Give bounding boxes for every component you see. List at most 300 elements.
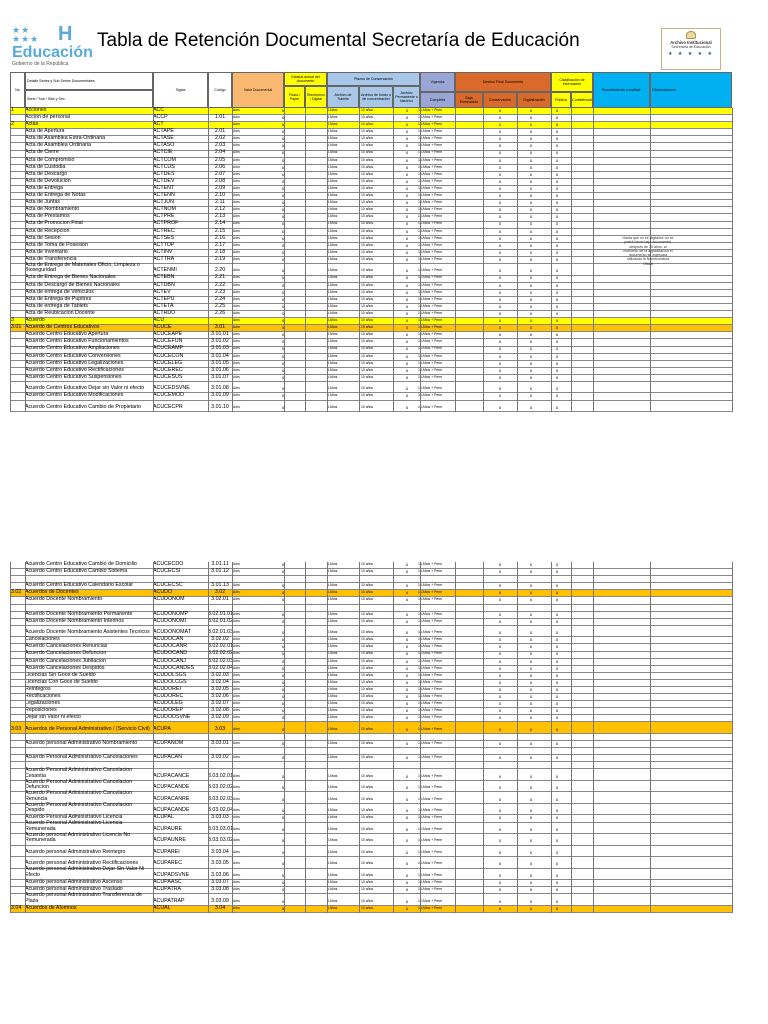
row-sigla: ACTJUN [153, 199, 174, 206]
row-conservacion-mark: x [498, 242, 502, 248]
row-permanente-mark: x [405, 268, 409, 274]
row-vigencia: 15 Años + Perm [418, 115, 443, 119]
row-code: 3.01.10 [211, 403, 229, 410]
row-publica-mark: x [555, 597, 559, 603]
row-fondo: 10 años [361, 325, 374, 330]
row-tramite: 5 Años [327, 679, 338, 684]
row-valor: Adm. [233, 129, 241, 134]
row-series-name: Reposiciones [25, 707, 57, 714]
row-fisico-mark: x [281, 289, 285, 295]
row-conservacion-mark: x [498, 898, 502, 904]
row-fondo: 10 años [361, 644, 374, 649]
row-tramite: 5 Años [327, 637, 338, 642]
row-sigla: ACU [153, 317, 165, 324]
row-tramite: 5 Años [327, 242, 338, 247]
row-digitalizacion-mark: x [529, 171, 533, 177]
row-digitalizacion-mark: x [529, 360, 533, 366]
row-valor: Adm. [233, 826, 241, 831]
row-sigla: ACUCEMOD [153, 392, 184, 399]
row-permanente-mark: x [405, 318, 409, 324]
row-code: 3.02 [214, 589, 226, 596]
grid-line [732, 562, 733, 913]
row-conservacion-mark: x [498, 353, 502, 359]
row-series-name: Acuerdo Centro Educativo Apertura [25, 331, 109, 338]
row-series-name: Acuerdo Centro Educativo Funcionamientos [25, 338, 129, 345]
row-valor: Adm. [233, 303, 241, 308]
row-series-name: Acuerdo personal Administrativo Reintegro [25, 848, 126, 855]
row-code: 3.02.06 [211, 693, 229, 699]
row-valor: Adm. [233, 393, 241, 398]
row-code: 2.15 [214, 227, 226, 234]
row-digitalizacion-mark: x [529, 861, 533, 867]
row-series-name: Acuerdo Cancelaciones Despidos [25, 664, 105, 671]
row-sigla: ACUPACAN [153, 754, 183, 761]
row-vigencia: 15 Años + Perm [418, 785, 443, 790]
row-permanente-mark: x [405, 332, 409, 338]
row-vigencia: 15 Años + Perm [418, 214, 443, 219]
row-vigencia: 15 Años + Perm [418, 221, 443, 226]
table-row [10, 393, 732, 400]
row-sigla: ACUPAREC [153, 860, 183, 867]
row-tramite: 5 Años [327, 318, 338, 323]
row-sigla: ACTINV [153, 248, 173, 255]
row-digitalizacion-mark: x [529, 644, 533, 650]
row-vigencia: 15 Años + Perm [418, 658, 443, 663]
row-permanente-mark: x [405, 393, 409, 399]
row-series-name: Acuerdo de Centros Educativos [25, 324, 100, 331]
row-sigla: ACUDONOMI [153, 617, 186, 624]
col-observaciones: Observaciones [650, 72, 732, 108]
row-publica-mark: x [555, 887, 559, 893]
row-digitalizacion-mark: x [529, 249, 533, 255]
col-tramite: Archivo de Trámite [327, 86, 359, 108]
row-fondo: 10 años [361, 235, 374, 240]
row-tramite: 5 Años [327, 597, 338, 602]
row-tramite: 5 Años [327, 872, 338, 877]
row-fisico-mark: x [281, 136, 285, 142]
row-publica-mark: x [555, 658, 559, 664]
row-digitalizacion-mark: x [529, 679, 533, 685]
row-tramite: 5 Años [327, 796, 338, 801]
row-tramite: 5 Años [327, 879, 338, 884]
row-conservacion-mark: x [498, 679, 502, 685]
row-digitalizacion-mark: x [529, 887, 533, 893]
row-sigla: ACTSES [153, 234, 175, 241]
row-valor: Adm. [233, 107, 241, 112]
row-valor: Adm. [233, 235, 241, 240]
row-valor: Adm. [233, 569, 241, 573]
row-code: 3.01.07 [211, 373, 229, 380]
row-tramite: 5 Años [327, 808, 338, 813]
row-series-name: Accion de personal [25, 114, 71, 120]
row-vigencia: 15 Años + Perm [418, 346, 443, 351]
row-fisico-mark: x [281, 905, 285, 911]
row-vigencia: 15 Años + Perm [418, 136, 443, 141]
row-permanente-mark: x [405, 611, 409, 617]
row-sigla: ACTDBN [153, 281, 175, 288]
row-digitalizacion-mark: x [529, 129, 533, 135]
row-conservacion-mark: x [498, 715, 502, 721]
row-valor: Adm. [233, 367, 241, 372]
row-publica-mark: x [555, 157, 559, 163]
grid-line [393, 562, 394, 913]
row-publica-mark: x [555, 561, 559, 567]
row-fisico-mark: x [281, 590, 285, 596]
row-sigla: ACUPACANDE [153, 807, 190, 814]
row-valor: Adm. [233, 386, 241, 391]
row-permanente-mark: x [405, 905, 409, 911]
row-publica-mark: x [555, 618, 559, 624]
row-series-name: Acuerdo Docente Nombramiento Asistentes Tecnicos [25, 629, 150, 636]
row-fisico-mark: x [281, 332, 285, 338]
row-publica-mark: x [555, 583, 559, 589]
row-fondo: 10 años [361, 694, 374, 698]
row-series-name: Acuerdo Centro Educativo Conversiones [25, 352, 121, 359]
row-sigla: ACTENMI [153, 267, 177, 274]
row-publica-mark: x [555, 339, 559, 345]
row-fisico-mark: x [281, 701, 285, 707]
row-tramite: 5 Años [327, 129, 338, 134]
row-vigencia: 15 Años + Perm [418, 701, 443, 706]
row-sigla: ACUPANOM [153, 739, 184, 746]
grid-line [571, 108, 572, 412]
row-valor: Adm. [233, 694, 241, 698]
row-permanente-mark: x [405, 339, 409, 345]
row-digitalizacion-mark: x [529, 569, 533, 574]
row-tramite: 5 Años [327, 861, 338, 866]
row-sigla: ACTEV [153, 288, 171, 295]
row-publica-mark: x [555, 872, 559, 878]
row-vigencia: 15 Años + Perm [418, 644, 443, 649]
row-vigencia: 15 Años + Perm [418, 755, 443, 760]
row-tramite: 5 Años [327, 826, 338, 831]
row-tramite: 5 Años [327, 214, 338, 219]
row-permanente-mark: x [405, 346, 409, 352]
row-fondo: 10 años [361, 611, 374, 616]
row-fisico-mark: x [281, 618, 285, 624]
row-code: 2.03 [214, 142, 226, 149]
row-code: 3.02.05 [211, 685, 229, 692]
grid-line [571, 562, 572, 913]
row-fisico-mark: x [281, 129, 285, 135]
row-series-name: Acta de Apertura [25, 128, 65, 135]
row-tramite: 5 Años [327, 303, 338, 308]
row-valor: Adm. [233, 686, 241, 691]
row-digitalizacion-mark: x [529, 296, 533, 302]
grid-line [232, 562, 233, 913]
row-fondo: 10 años [361, 815, 374, 820]
grid-line [208, 562, 209, 913]
row-permanente-mark: x [405, 658, 409, 664]
row-conservacion-mark: x [498, 637, 502, 643]
row-code: 3.03.02.02 [208, 784, 234, 791]
row-vigencia: 15 Años + Perm [418, 178, 443, 183]
row-fondo: 10 años [361, 715, 374, 720]
row-fisico-mark: x [281, 773, 285, 779]
row-series-name: Acuerdo Docente Nombramiento Permanente [25, 610, 133, 617]
row-vigencia: 15 Años + Perm [418, 129, 443, 134]
row-vigencia: 15 Años + Perm [418, 268, 443, 273]
row-sigla: ACUCECSI [153, 568, 181, 574]
row-publica-mark: x [555, 590, 559, 596]
row-vigencia: 15 Años + Perm [418, 861, 443, 866]
row-vigencia: 15 Años + Perm [418, 386, 443, 391]
row-sigla: ACUDOLEG [153, 700, 183, 707]
row-publica-mark: x [555, 686, 559, 692]
table-page-2 [0, 552, 768, 1024]
row-tramite: 5 Años [327, 590, 338, 595]
grid-line [551, 108, 552, 412]
row-publica-mark: x [555, 740, 559, 746]
row-fondo: 10 años [361, 178, 374, 183]
col-electronico: Electrónico / Digital [305, 86, 327, 108]
row-digitalizacion-mark: x [529, 630, 533, 636]
row-fondo: 10 años [361, 289, 374, 294]
row-series-name: Dejar sin Valor ni efecto [25, 714, 81, 721]
row-tramite: 5 Años [327, 221, 338, 226]
row-vigencia: 15 Años + Perm [418, 296, 443, 301]
row-digitalizacion-mark: x [529, 726, 533, 732]
row-valor: Adm. [233, 808, 241, 813]
row-tramite: 5 Años [327, 708, 338, 713]
row-permanente-mark: x [405, 808, 409, 814]
row-tramite: 5 Años [327, 339, 338, 344]
row-publica-mark: x [555, 701, 559, 707]
row-permanente-mark: x [405, 879, 409, 885]
row-tramite: 5 Años [327, 672, 338, 677]
row-permanente-mark: x [405, 815, 409, 821]
row-series-name: Acuerdo Centro Educativo Calendario Escolar [25, 582, 134, 589]
row-publica-mark: x [555, 275, 559, 281]
grid-line [10, 562, 11, 913]
col-plazos: Plazos de Conservación [327, 72, 420, 86]
row-digitalizacion-mark: x [529, 143, 533, 149]
row-code: 3.02.02.03 [208, 657, 234, 664]
row-tramite: 5 Años [327, 193, 338, 198]
row-conservacion-mark: x [498, 694, 502, 699]
row-sigla: ACUPACANRE [153, 795, 190, 802]
row-tramite: 5 Años [327, 360, 338, 365]
row-tramite: 5 Años [327, 282, 338, 287]
row-tramite: 5 Años [327, 249, 338, 254]
row-conservacion-mark: x [498, 785, 502, 791]
row-series-name: Acta de Devolucion [25, 177, 71, 184]
row-digitalizacion-mark: x [529, 404, 533, 410]
row-series-name: Acta de Cierre [25, 149, 59, 156]
row-series-name: Acta de Custodia [25, 163, 66, 170]
row-fondo: 10 años [361, 249, 374, 254]
row-fondo: 10 años [361, 898, 374, 903]
row-fisico-mark: x [281, 796, 285, 802]
row-publica-mark: x [555, 694, 559, 699]
row-code: 3.03.02 [211, 754, 229, 761]
row-digitalizacion-mark: x [529, 590, 533, 596]
row-sigla: ACUPAURE [153, 825, 183, 832]
procedure-note: Hasta que no se digitalice no se podrá hacer baja documental, después de 15 años, al momento de la digitalización el documento se ingresara utilizando la Nomenclatura Oficial [622, 236, 674, 266]
row-code: 2.16 [214, 234, 226, 241]
row-conservacion-mark: x [498, 318, 502, 324]
row-vigencia: 15 Años + Perm [418, 171, 443, 176]
row-conservacion-mark: x [498, 872, 502, 878]
row-permanente-mark: x [405, 185, 409, 191]
row-fondo: 10 años [361, 374, 374, 379]
row-code: 2.24 [214, 295, 226, 302]
row-fisico-mark: x [281, 353, 285, 359]
row-permanente-mark: x [405, 115, 409, 120]
row-conservacion-mark: x [498, 346, 502, 352]
row-valor: Adm. [233, 644, 241, 649]
row-sigla: ACUPAREI [153, 848, 180, 855]
table-row [10, 906, 732, 913]
row-fondo: 10 años [361, 360, 374, 365]
row-sigla: ACUDONOMAT [153, 629, 191, 636]
row-fondo: 10 años [361, 838, 374, 843]
row-conservacion-mark: x [498, 374, 502, 380]
row-permanente-mark: x [405, 214, 409, 220]
row-tramite: 5 Años [327, 367, 338, 372]
row-code: 3.02.01.01 [208, 610, 234, 617]
grid-line [517, 108, 518, 412]
row-series-name: Acta de Recepcion [25, 227, 70, 234]
row-digitalizacion-mark: x [529, 214, 533, 220]
row-permanente-mark: x [405, 325, 409, 331]
row-code: 3.01.06 [211, 366, 229, 373]
row-sigla: ACCP [153, 114, 168, 120]
row-sigla: ACC [153, 106, 165, 113]
row-tramite: 5 Años [327, 207, 338, 212]
row-series-name: Acta de entrega de Tablets [25, 302, 88, 309]
row-publica-mark: x [555, 785, 559, 791]
row-tramite: 5 Años [327, 665, 338, 670]
row-valor: Adm. [233, 332, 241, 337]
row-conservacion-mark: x [498, 164, 502, 170]
row-tramite: 5 Años [327, 386, 338, 391]
row-valor: Adm. [233, 325, 241, 330]
table-row [10, 619, 732, 626]
col-siglas: Siglas [153, 72, 208, 108]
row-digitalizacion-mark: x [529, 838, 533, 844]
row-code: 2.09 [214, 184, 226, 191]
row-code: 3.01.02 [211, 338, 229, 345]
row-valor: Adm. [233, 583, 241, 588]
col-estatus: Estatus actual del documento [284, 72, 327, 86]
col-clasificacion: Clasificación de información [551, 72, 593, 92]
row-series-name: Acuerdo Docente Nombramiento Interinos [25, 617, 124, 624]
row-valor: Adm. [233, 268, 241, 273]
row-fondo: 10 años [361, 207, 374, 212]
row-conservacion-mark: x [498, 143, 502, 149]
row-fondo: 10 años [361, 637, 374, 642]
row-permanente-mark: x [405, 200, 409, 206]
row-code: 3.02.01.02 [208, 617, 234, 624]
row-code: 3.01.01 [211, 331, 229, 338]
row-number: 1 [11, 106, 14, 113]
row-code: 3.02.04 [211, 678, 229, 685]
row-vigencia: 15 Años + Perm [418, 242, 443, 247]
row-valor: Adm. [233, 171, 241, 176]
row-vigencia: 15 Años + Perm [418, 193, 443, 198]
row-conservacion-mark: x [498, 282, 502, 288]
row-sigla: ACUCECPR [153, 403, 183, 410]
row-publica-mark: x [555, 679, 559, 685]
row-permanente-mark: x [405, 694, 409, 699]
row-permanente-mark: x [405, 618, 409, 624]
row-code: 2.20 [214, 267, 226, 274]
row-vigencia: 15 Años + Perm [418, 367, 443, 372]
row-digitalizacion-mark: x [529, 318, 533, 324]
row-vigencia: 15 Años + Perm [418, 726, 443, 731]
row-fondo: 10 años [361, 726, 374, 731]
row-digitalizacion-mark: x [529, 136, 533, 142]
row-code: 3.03.07 [211, 878, 229, 885]
col-fondo: Archivo de fondo o de concentración [359, 86, 393, 108]
row-sigla: ACUPAASC [153, 878, 182, 885]
row-permanente-mark: x [405, 143, 409, 149]
row-vigencia: 15 Años + Perm [418, 164, 443, 169]
row-digitalizacion-mark: x [529, 651, 533, 657]
col-valor: Valor Documental [232, 72, 284, 108]
row-vigencia: 15 Años + Perm [418, 796, 443, 801]
row-code: 3.01.04 [211, 352, 229, 359]
row-tramite: 5 Años [327, 115, 338, 119]
row-fisico-mark: x [281, 275, 285, 281]
row-valor: Adm. [233, 726, 241, 731]
row-sigla: ACUDOCAND [153, 650, 188, 657]
row-series-name: Acta de Juntas [25, 199, 61, 206]
row-code: 3.03.02.01 [208, 772, 234, 779]
row-fondo: 10 años [361, 332, 374, 337]
row-code: 3.03.02.04 [208, 807, 234, 814]
row-code: 3.01.05 [211, 359, 229, 366]
row-fondo: 10 años [361, 879, 374, 884]
row-fisico-mark: x [281, 686, 285, 692]
row-tramite: 5 Años [327, 289, 338, 294]
row-permanente-mark: x [405, 178, 409, 184]
row-tramite: 5 Años [327, 228, 338, 233]
row-permanente-mark: x [405, 386, 409, 392]
row-tramite: 5 Años [327, 374, 338, 379]
logo-word: Educación [12, 44, 93, 61]
row-conservacion-mark: x [498, 115, 502, 120]
row-vigencia: 15 Años + Perm [418, 107, 443, 112]
row-tramite: 5 Años [327, 569, 338, 573]
row-conservacion-mark: x [498, 755, 502, 761]
row-conservacion-mark: x [498, 107, 502, 113]
row-permanente-mark: x [405, 701, 409, 707]
row-fondo: 10 años [361, 303, 374, 308]
row-vigencia: 15 Años + Perm [418, 374, 443, 379]
row-series-name: Acuerdo Centro Educativo Cambio de Propietario [25, 403, 142, 410]
table-row [10, 715, 732, 722]
row-series-name: Acuerdo Personal Administrativo Licencia Remunerada [25, 820, 123, 832]
row-valor: Adm. [233, 651, 241, 656]
row-digitalizacion-mark: x [529, 275, 533, 281]
row-permanente-mark: x [405, 275, 409, 281]
row-series-name: Acuerdo Personal Administrativo Cancelacion Defuncion [25, 778, 133, 791]
col-series: Detalle Series y Sub Series Documentales [25, 72, 153, 90]
row-digitalizacion-mark: x [529, 367, 533, 373]
row-code: 2.22 [214, 281, 226, 288]
row-digitalizacion-mark: x [529, 332, 533, 338]
row-series-name: Acuerdo personal Administrativo Transferencia de Plaza [25, 891, 142, 904]
row-sigla: ACTPROF [153, 220, 179, 227]
row-publica-mark: x [555, 879, 559, 885]
row-valor: Adm. [233, 597, 241, 602]
row-digitalizacion-mark: x [529, 785, 533, 791]
row-conservacion-mark: x [498, 193, 502, 199]
row-fondo: 10 años [361, 569, 374, 573]
row-fondo: 10 años [361, 367, 374, 372]
